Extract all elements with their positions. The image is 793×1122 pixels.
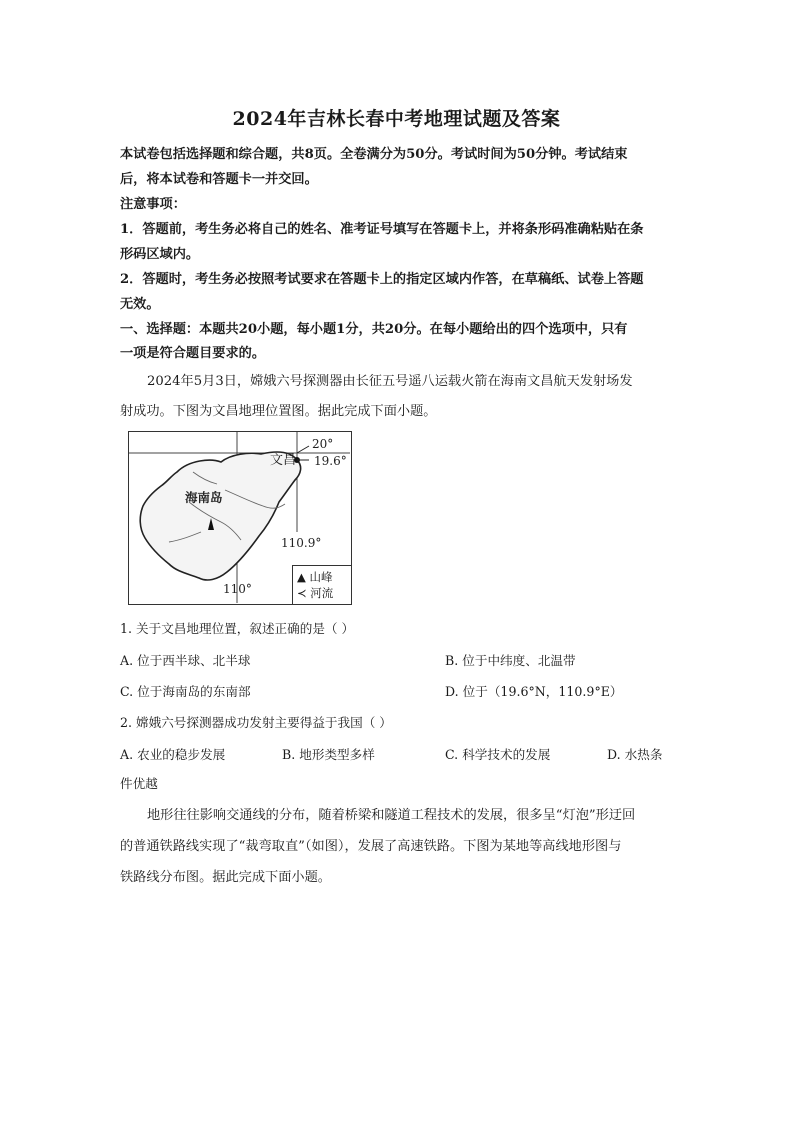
latitude-20-label: 20° bbox=[312, 437, 334, 451]
legend-river-label: 河流 bbox=[310, 586, 334, 600]
notice-heading: 注意事项： bbox=[120, 197, 186, 212]
intro-line-1: 本试卷包括选择题和综合题，共8页。全卷满分为50分。考试时间为50分钟。考试结束 bbox=[120, 147, 628, 162]
notice-1-line-2: 形码区域内。 bbox=[120, 247, 200, 262]
question-2-option-d: D. 水热条 bbox=[607, 747, 663, 762]
question-2-stem: 2. 嫦娥六号探测器成功发射主要得益于我国（ ） bbox=[120, 715, 392, 730]
page-title: 2024年吉林长春中考地理试题及答案 bbox=[232, 108, 561, 130]
question-1-option-d: D. 位于（19.6°N，110.9°E） bbox=[445, 684, 623, 699]
wenchang-location-map bbox=[128, 431, 352, 605]
question-1-stem: 1. 关于文昌地理位置，叙述正确的是（ ） bbox=[120, 621, 355, 636]
question-2-option-b: B. 地形类型多样 bbox=[282, 747, 375, 762]
hainan-island-label: 海南岛 bbox=[185, 490, 223, 505]
legend-peak-label: 山峰 bbox=[309, 570, 333, 584]
question-1-option-a: A. 位于西半球、北半球 bbox=[120, 653, 251, 668]
question-2-option-a: A. 农业的稳步发展 bbox=[120, 747, 226, 762]
section-1-line-1: 一、选择题：本题共20小题，每小题1分，共20分。在每小题给出的四个选项中，只有 bbox=[120, 322, 628, 337]
river-icon: ≺ bbox=[297, 586, 307, 600]
question-2-option-c: C. 科学技术的发展 bbox=[445, 747, 551, 762]
passage-2-line-3: 铁路线分布图。据此完成下面小题。 bbox=[120, 870, 331, 885]
wenchang-label: 文昌 bbox=[270, 453, 297, 468]
notice-2-line-1: 2．答题时，考生务必按照考试要求在答题卡上的指定区域内作答，在草稿纸、试卷上答题 bbox=[120, 272, 644, 287]
notice-2-line-2: 无效。 bbox=[120, 297, 160, 312]
longitude-110-9-label: 110.9° bbox=[281, 536, 322, 550]
mountain-peak-icon: ▲ bbox=[297, 570, 306, 584]
latitude-19-6-label: 19.6° bbox=[314, 454, 347, 468]
intro-line-2: 后，将本试卷和答题卡一并交回。 bbox=[120, 172, 318, 187]
question-2-option-d-continued: 件优越 bbox=[120, 776, 158, 791]
longitude-110-label: 110° bbox=[223, 582, 252, 596]
notice-1-line-1: 1．答题前，考生务必将自己的姓名、准考证号填写在答题卡上，并将条形码准确粘贴在条 bbox=[120, 222, 644, 237]
section-1-line-2: 一项是符合题目要求的。 bbox=[120, 346, 266, 361]
passage-1-line-2: 射成功。下图为文昌地理位置图。据此完成下面小题。 bbox=[120, 404, 437, 419]
passage-1-line-1: 2024年5月3日，嫦娥六号探测器由长征五号遥八运载火箭在海南文昌航天发射场发 bbox=[147, 374, 633, 389]
passage-2-line-1: 地形往往影响交通线的分布，随着桥梁和隧道工程技术的发展，很多呈“灯泡”形迂回 bbox=[147, 808, 636, 823]
passage-2-line-2: 的普通铁路线实现了“裁弯取直”（如图），发展了高速铁路。下图为某地等高线地形图与 bbox=[120, 839, 622, 854]
map-legend bbox=[292, 565, 351, 604]
question-1-option-b: B. 位于中纬度、北温带 bbox=[445, 653, 576, 668]
question-1-option-c: C. 位于海南岛的东南部 bbox=[120, 684, 251, 699]
